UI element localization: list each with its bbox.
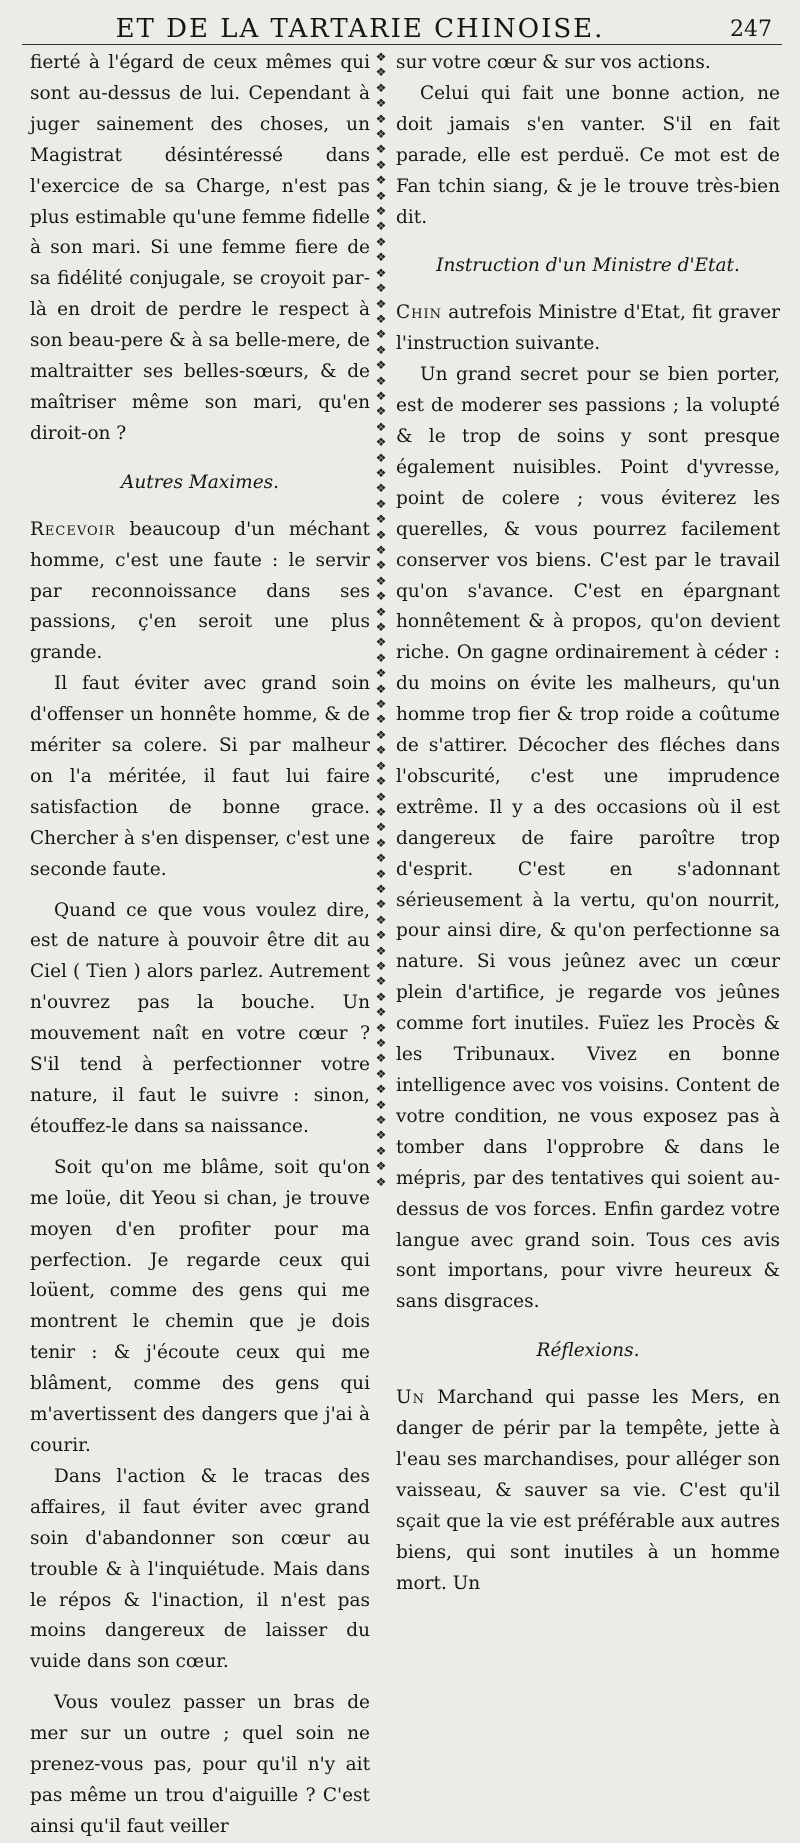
section-heading-autres-maximes: Autres Maximes.	[120, 471, 280, 493]
section-heading-instruction: Instruction d'un Ministre d'Etat.	[436, 255, 740, 277]
right-column	[396, 48, 780, 1594]
section-heading-reflexions: Réflexions.	[536, 1340, 640, 1362]
paragraph-text: beaucoup d'un méchant homme, c'est une faute : le servir par reconnoissance dans ses passions, ç'en seroit une plus grande.	[30, 518, 370, 664]
paragraph-continued: fierté à l'égard de ceux mêmes qui sont au-dessus de lui. Cependant à juger sainement des choses, un Magistrat désintéressé dans l'exercice de sa Charge, n'est pas plus estimable qu'une femme fidelle à son mari. Si une femme fiere de sa fidélité conjugale, se croyoit par-là en droit de perdre le respect à son beau-pere & à sa belle-mere, de maltraitter ses belles-sœurs, & de maîtriser même son mari, qu'en diroit-on ?	[30, 52, 370, 444]
page-header	[0, 12, 800, 48]
drop-word: Recevoir	[30, 518, 116, 540]
ornamental-column-divider: ❖ ❖ ❖ ❖ ❖ ❖ ❖ ❖ ❖ ❖ ❖ ❖ ❖ ❖ ❖ ❖ ❖ ❖ ❖ ❖ ❖ ❖ ❖ ❖ ❖ ❖ ❖ ❖ ❖ ❖ ❖ ❖ ❖ ❖ ❖ ❖ ❖ ❖ ❖ ❖ ❖ ❖ ❖ ❖ ❖ ❖ ❖ ❖ ❖ ❖ ❖ ❖ ❖ ❖ ❖ ❖ ❖ ❖ ❖ ❖ ❖ ❖ ❖ ❖ ❖ ❖ ❖ ❖ ❖ ❖ ❖ ❖ ❖ ❖	[375, 50, 387, 1189]
page-number: 247	[730, 17, 772, 42]
paragraph-bras-de-mer: Vous voulez passer un bras de mer sur un outre ; quel soin ne prenez-vous pas, pour qu'il n'y ait pas même un trou d'aiguille ? C'est ainsi qu'il faut veiller	[30, 1692, 370, 1837]
left-column	[30, 48, 370, 1837]
paragraph-grand-secret: Un grand secret pour se bien porter, est de moderer ses passions ; la volupté & le trop de soins y sont presque également nuisibles. Point d'yvresse, point de colere ; vous éviterez les querelles, & vous pourrez facilement conserver vos biens. C'est par le travail qu'on s'avance. C'est en épargnant honnêtement & à propos, qu'on devient riche. On gagne ordinairement à céder : du moins on évite les malheurs, qu'un homme trop fier & trop roide a coûtume de s'attirer. Décocher des fléches dans l'obscurité, c'est une imprudence extrême. Il y a des occasions où il est dangereux de faire paroître trop d'esprit. C'est en s'adonnant sérieusement à la vertu, qu'on nourrit, pour ainsi dire, & qu'on perfectionne sa nature. Si vous jeûnez avec un cœur plein d'artifice, je regarde vos jeûnes comme fort inutiles. Fuïez les Procès & les Tribunaux. Vivez en bonne intelligence avec vos voisins. Content de votre condition, ne vous exposez pas à tomber dans l'opprobre & dans le mépris, par des tentatives qui soient au-dessus de vos forces. Enfin gardez votre langue avec grand soin. Tous ces avis sont importans, pour vivre heureux & sans disgraces.	[396, 364, 780, 1313]
drop-word: Chin	[396, 302, 443, 324]
paragraph-ciel: Quand ce que vous voulez dire, est de nature à pouvoir être dit au Ciel ( Tien ) alors parlez. Autrement n'ouvrez pas la bouche. Un mouvement naît en votre cœur ? S'il tend à perfectionner votre nature, il faut le suivre : sinon, étouffez-le dans sa naissance.	[30, 899, 370, 1137]
paragraph-continued: sur votre cœur & sur vos actions.	[396, 52, 711, 73]
paragraph-text: Marchand qui passe les Mers, en danger de périr par la tempête, jette à l'eau ses marchandises, pour alléger son vaisseau, & sauver sa vie. C'est qu'il sçait que la vie est préférable aux autres biens, qui sont inutiles à un homme mort. Un	[396, 1387, 780, 1594]
paragraph-recevoir	[30, 515, 370, 670]
drop-word: Un	[396, 1387, 425, 1409]
paragraph-tracas: Dans l'action & le tracas des affaires, il faut éviter avec grand soin d'abandonner son cœur au trouble & à l'inquiétude. Mais dans le répos & l'inaction, il n'est pas moins dangereux de laisser du vuide dans son cœur.	[30, 1465, 370, 1673]
paragraph-bonne-action: Celui qui fait une bonne action, ne doit jamais s'en vanter. S'il en fait parade, elle est perduë. Ce mot est de Fan tchin siang, & je le trouve très-bien dit.	[396, 82, 780, 228]
paragraph-yeou-si-chan: Soit qu'on me blâme, soit qu'on me loüe, dit Yeou si chan, je trouve moyen d'en profiter pour ma perfection. Je regarde ceux qui loüent, comme des gens qui me montrent le chemin que je dois tenir : & j'écoute ceux qui me blâment, comme des gens qui m'avertissent des dangers que j'ai à courir.	[30, 1156, 370, 1456]
paragraph-marchand	[396, 1383, 780, 1599]
running-title: ET DE LA TARTARIE CHINOISE.	[115, 14, 605, 44]
header-rule	[22, 44, 782, 45]
paragraph-text: autrefois Ministre d'Etat, fit graver l'instruction suivante.	[396, 302, 780, 355]
paragraph-chin	[396, 298, 780, 360]
paragraph-offenser: Il faut éviter avec grand soin d'offenser un honnête homme, & de mériter sa colere. Si par malheur on l'a méritée, il faut lui faire satisfaction de bonne grace. Chercher à s'en dispenser, c'est une seconde faute.	[30, 673, 370, 880]
